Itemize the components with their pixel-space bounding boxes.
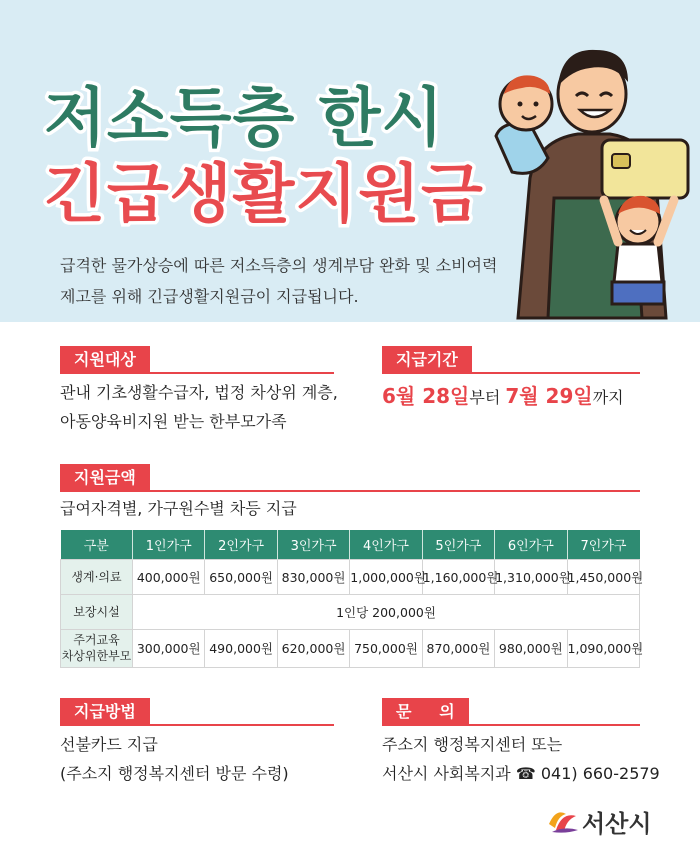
period-tail: 까지 — [592, 388, 624, 407]
table-header-cell: 1인가구 — [133, 530, 205, 559]
section-tag-amount: 지원금액 — [60, 464, 150, 492]
inquiry-line-2: 서산시 사회복지과 ☎ 041) 660-2579 — [382, 764, 660, 783]
table-header-row — [61, 530, 640, 559]
period-text — [382, 380, 624, 409]
table-cell: 750,000원 — [350, 629, 422, 667]
table-row — [61, 594, 640, 629]
table-cell: 650,000원 — [205, 559, 277, 594]
section-rule-period — [382, 372, 640, 374]
table-cell: 490,000원 — [205, 629, 277, 667]
row-heading-line-2: 차상위한부모 — [61, 649, 132, 663]
table-cell: 620,000원 — [277, 629, 349, 667]
method-text — [60, 730, 289, 788]
row-heading — [61, 629, 133, 667]
target-line-1: 관내 기초생활수급자, 법정 차상위 계층, — [60, 383, 338, 402]
table-cell: 1,000,000원 — [350, 559, 422, 594]
title-line-2: 긴급생활지원금 — [44, 158, 484, 232]
table-header-cell: 4인가구 — [350, 530, 422, 559]
table-row — [61, 559, 640, 594]
intro-line-1: 급격한 물가상승에 따른 저소득층의 생계부담 완화 및 소비여력 — [60, 256, 498, 275]
method-line-1: 선불카드 지급 — [60, 735, 158, 754]
seosan-logo — [546, 800, 666, 840]
table-cell: 830,000원 — [277, 559, 349, 594]
row-heading: 보장시설 — [61, 594, 133, 629]
method-line-2: (주소지 행정복지센터 방문 수령) — [60, 764, 289, 783]
table-cell: 300,000원 — [133, 629, 205, 667]
table-header-cell: 구분 — [61, 530, 133, 559]
section-tag-target: 지원대상 — [60, 346, 150, 374]
target-text — [60, 378, 338, 436]
table-cell: 1,160,000원 — [422, 559, 494, 594]
amount-table — [60, 530, 644, 668]
table-cell: 870,000원 — [422, 629, 494, 667]
table-header-cell: 7인가구 — [567, 530, 639, 559]
table-cell-merged: 1인당 200,000원 — [133, 594, 640, 629]
family-illustration — [478, 28, 700, 322]
table-row — [61, 629, 640, 667]
section-rule-inquiry — [382, 724, 640, 726]
period-end: 7월 29일 — [505, 384, 593, 408]
table-header-cell: 6인가구 — [495, 530, 567, 559]
intro-text — [60, 250, 530, 312]
header-banner — [0, 0, 700, 322]
section-rule-amount — [60, 490, 640, 492]
table-cell: 1,310,000원 — [495, 559, 567, 594]
section-rule-method — [60, 724, 334, 726]
table-cell: 1,450,000원 — [567, 559, 639, 594]
table-cell: 980,000원 — [495, 629, 567, 667]
table-header-cell: 2인가구 — [205, 530, 277, 559]
amount-subtitle: 급여자격별, 가구원수별 차등 지급 — [60, 499, 297, 518]
intro-line-2: 제고를 위해 긴급생활지원금이 지급됩니다. — [60, 287, 359, 306]
target-line-2: 아동양육비지원 받는 한부모가족 — [60, 412, 287, 431]
section-rule-target — [60, 372, 334, 374]
row-heading-line-1: 주거교육 — [73, 633, 120, 647]
period-start: 6월 28일 — [382, 384, 470, 408]
logo-text: 서산시 — [582, 810, 652, 838]
section-tag-method: 지급방법 — [60, 698, 150, 726]
period-mid: 부터 — [469, 388, 506, 407]
seosan-emblem-icon — [546, 802, 580, 836]
section-tag-period: 지급기간 — [382, 346, 472, 374]
table-header-cell: 5인가구 — [422, 530, 494, 559]
inquiry-text — [382, 730, 660, 788]
table-header-cell: 3인가구 — [277, 530, 349, 559]
inquiry-line-1: 주소지 행정복지센터 또는 — [382, 735, 563, 754]
row-heading: 생계·의료 — [61, 559, 133, 594]
title-line-1: 저소득층 한시 — [44, 82, 445, 156]
table-cell: 400,000원 — [133, 559, 205, 594]
section-tag-inquiry: 문 의 — [382, 698, 469, 726]
table-cell: 1,090,000원 — [567, 629, 639, 667]
